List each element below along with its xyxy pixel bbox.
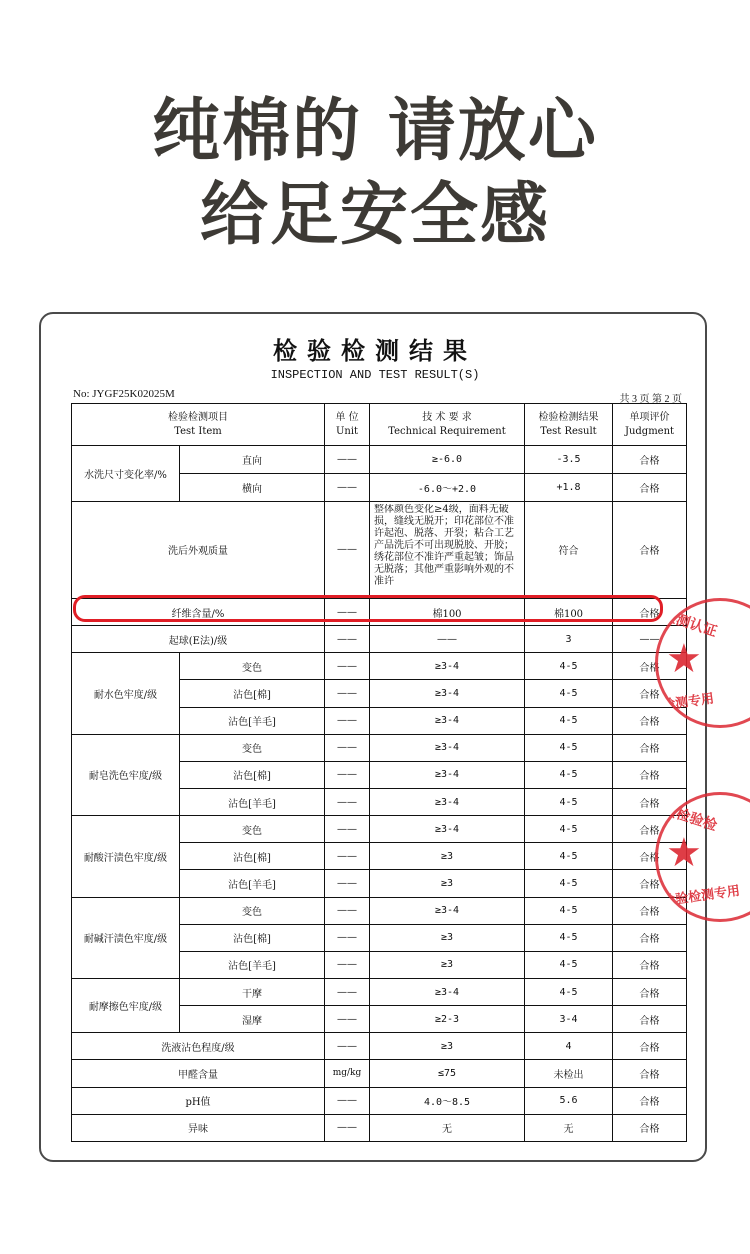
result-cell: 4-5 — [525, 978, 613, 1005]
unit-cell: —— — [325, 707, 370, 734]
headline-line-2: 给足安全感 — [199, 176, 550, 255]
group-label: 耐酸汗渍色牢度/级 — [72, 816, 180, 897]
table-row — [72, 1033, 687, 1060]
report-title: 检验检测结果 — [273, 336, 477, 365]
header-unit-en: Unit — [335, 425, 359, 437]
sub-item: 变色 — [180, 734, 325, 761]
header-item — [72, 404, 325, 446]
result-cell: 4 — [525, 1033, 613, 1060]
header-judgment — [613, 404, 687, 446]
sub-item: 沾色[羊毛] — [180, 789, 325, 816]
header-result — [525, 404, 613, 446]
sub-item: 沾色[棉] — [180, 843, 325, 870]
result-cell: 棉100 — [525, 599, 613, 626]
result-cell: 4-5 — [525, 870, 613, 897]
table-row — [72, 1087, 687, 1114]
judgment-cell: 合格 — [613, 1114, 687, 1141]
red-seal-stamp — [655, 598, 750, 728]
judgment-cell: 合格 — [613, 1087, 687, 1114]
item-label: 纤维含量/% — [72, 599, 325, 626]
inspection-table — [71, 403, 687, 1142]
judgment-cell: 合格 — [613, 816, 687, 843]
sub-item: 沾色[棉] — [180, 680, 325, 707]
judgment-cell: 合格 — [613, 924, 687, 951]
header-judge-en: Judgment — [624, 425, 675, 437]
header-unit-cn: 单 位 — [335, 411, 359, 423]
unit-cell: —— — [325, 501, 370, 599]
requirement-cell: 棉100 — [370, 599, 525, 626]
result-cell: 4-5 — [525, 924, 613, 951]
table-row — [72, 1060, 687, 1087]
result-cell: 4-5 — [525, 897, 613, 924]
sub-item: 沾色[羊毛] — [180, 870, 325, 897]
unit-cell: —— — [325, 843, 370, 870]
result-cell: 符合 — [525, 501, 613, 599]
judgment-cell: —— — [613, 626, 687, 653]
unit-cell: —— — [325, 789, 370, 816]
header-result-cn: 检验检测结果 — [538, 411, 599, 423]
judgment-cell: 合格 — [613, 446, 687, 474]
table-row — [72, 653, 687, 680]
header-requirement — [370, 404, 525, 446]
requirement-cell: ≥2-3 — [370, 1006, 525, 1033]
requirement-cell: ≥3-4 — [370, 734, 525, 761]
result-cell: 5.6 — [525, 1087, 613, 1114]
judgment-cell: 合格 — [613, 680, 687, 707]
sub-item: 直向 — [180, 446, 325, 474]
result-cell: 4-5 — [525, 761, 613, 788]
sub-item: 干摩 — [180, 978, 325, 1005]
unit-cell: —— — [325, 626, 370, 653]
unit-cell: —— — [325, 446, 370, 474]
header-judge-cn: 单项评价 — [629, 411, 670, 423]
requirement-cell: ≥3-4 — [370, 707, 525, 734]
result-cell: 4-5 — [525, 680, 613, 707]
requirement-cell: ≥3 — [370, 870, 525, 897]
requirement-cell: ≥3-4 — [370, 978, 525, 1005]
unit-cell: —— — [325, 653, 370, 680]
result-cell: 4-5 — [525, 653, 613, 680]
result-cell: 4-5 — [525, 707, 613, 734]
table-row — [72, 626, 687, 653]
requirement-cell: ≥3-4 — [370, 680, 525, 707]
requirement-cell: ≥-6.0 — [370, 446, 525, 474]
group-label: 水洗尺寸变化率/% — [72, 446, 180, 501]
appearance-requirement-text: 整体颜色变化≥4级，面料无破损，缝线无脱开；印花部位不准许起泡、脱落、开裂；粘合工艺产品洗后不可出现脱胶、开胶；绣花部位不准许严重起皱；饰品无脱落；其他严重影响外观的不准许 — [374, 503, 514, 587]
group-label: 耐皂洗色牢度/级 — [72, 734, 180, 815]
header-unit — [325, 404, 370, 446]
requirement-cell: ≥3-4 — [370, 897, 525, 924]
stamp-top-text: 检测认证 — [660, 607, 719, 641]
judgment-cell: 合格 — [613, 1033, 687, 1060]
requirement-cell: ≥3-4 — [370, 816, 525, 843]
report-page-indicator: 共 3 页 第 2 页 — [619, 394, 682, 405]
unit-cell: mg/kg — [325, 1060, 370, 1087]
headline-line-1: 纯棉的 请放心 — [152, 92, 598, 171]
red-seal-stamp — [655, 792, 750, 922]
sub-item: 变色 — [180, 816, 325, 843]
requirement-cell: ≥3-4 — [370, 789, 525, 816]
table-row — [72, 978, 687, 1005]
judgment-cell: 合格 — [613, 1006, 687, 1033]
table-row — [72, 897, 687, 924]
unit-cell: —— — [325, 1033, 370, 1060]
unit-cell: —— — [325, 734, 370, 761]
result-cell: 无 — [525, 1114, 613, 1141]
item-label: 甲醛含量 — [72, 1060, 325, 1087]
unit-cell: —— — [325, 761, 370, 788]
header-req-en: Technical Requirement — [388, 425, 506, 437]
header-item-cn: 检验检测项目 — [168, 411, 228, 423]
unit-cell: —— — [325, 924, 370, 951]
unit-cell: —— — [325, 978, 370, 1005]
table-row — [72, 816, 687, 843]
item-label: 洗液沾色程度/级 — [72, 1033, 325, 1060]
sub-item: 变色 — [180, 653, 325, 680]
result-cell: +1.8 — [525, 474, 613, 501]
requirement-cell: ≥3 — [370, 843, 525, 870]
result-cell: 3 — [525, 626, 613, 653]
result-cell: 4-5 — [525, 789, 613, 816]
requirement-cell: ≥3 — [370, 1033, 525, 1060]
sub-item: 沾色[羊毛] — [180, 951, 325, 978]
judgment-cell: 合格 — [613, 707, 687, 734]
star-icon: ★ — [666, 830, 702, 876]
requirement-cell: ≥3-4 — [370, 761, 525, 788]
result-cell: 3-4 — [525, 1006, 613, 1033]
table-row — [72, 1114, 687, 1141]
sub-item: 湿摩 — [180, 1006, 325, 1033]
unit-cell: —— — [325, 1114, 370, 1141]
requirement-cell: ≥3 — [370, 951, 525, 978]
group-label: 耐摩擦色牢度/级 — [72, 978, 180, 1032]
result-cell: 未检出 — [525, 1060, 613, 1087]
requirement-cell: -6.0～+2.0 — [370, 474, 525, 501]
header-req-cn: 技 术 要 求 — [422, 411, 472, 423]
unit-cell: —— — [325, 897, 370, 924]
item-label: 洗后外观质量 — [72, 501, 325, 599]
judgment-cell: 合格 — [613, 951, 687, 978]
result-cell: 4-5 — [525, 843, 613, 870]
judgment-cell: 合格 — [613, 870, 687, 897]
unit-cell: —— — [325, 951, 370, 978]
group-label: 耐碱汗渍色牢度/级 — [72, 897, 180, 978]
unit-cell: —— — [325, 1006, 370, 1033]
unit-cell: —— — [325, 474, 370, 501]
item-label: pH值 — [72, 1087, 325, 1114]
unit-cell: —— — [325, 680, 370, 707]
sub-item: 横向 — [180, 474, 325, 501]
judgment-cell: 合格 — [613, 1060, 687, 1087]
judgment-cell: 合格 — [613, 789, 687, 816]
sub-item: 变色 — [180, 897, 325, 924]
fiber-content-highlight — [73, 595, 663, 622]
judgment-cell: 合格 — [613, 474, 687, 501]
report-number: No: JYGF25K02025M — [73, 388, 175, 400]
stamp-bottom-text: 检测专用 — [661, 691, 716, 714]
sub-item: 沾色[羊毛] — [180, 707, 325, 734]
result-cell: 4-5 — [525, 816, 613, 843]
judgment-cell: 合格 — [613, 599, 687, 626]
stamp-top-text: 质检验检 — [660, 801, 719, 835]
table-row — [72, 734, 687, 761]
requirement-cell: 4.0～8.5 — [370, 1087, 525, 1114]
group-label: 耐水色牢度/级 — [72, 653, 180, 734]
requirement-cell: ≥3-4 — [370, 653, 525, 680]
sub-item: 沾色[棉] — [180, 924, 325, 951]
judgment-cell: 合格 — [613, 978, 687, 1005]
judgment-cell: 合格 — [613, 501, 687, 599]
judgment-cell: 合格 — [613, 653, 687, 680]
result-cell: -3.5 — [525, 446, 613, 474]
judgment-cell: 合格 — [613, 843, 687, 870]
table-header-row — [72, 404, 687, 446]
table-row — [72, 501, 687, 599]
table-row — [72, 446, 687, 474]
unit-cell: —— — [325, 1087, 370, 1114]
unit-cell: —— — [325, 816, 370, 843]
requirement-cell: ≥3 — [370, 924, 525, 951]
stamp-bottom-text: 检验检测专用 — [661, 883, 741, 910]
sub-item: 沾色[棉] — [180, 761, 325, 788]
judgment-cell: 合格 — [613, 897, 687, 924]
requirement-cell: —— — [370, 626, 525, 653]
result-cell: 4-5 — [525, 951, 613, 978]
star-icon: ★ — [666, 636, 702, 682]
result-cell: 4-5 — [525, 734, 613, 761]
requirement-cell: ≤75 — [370, 1060, 525, 1087]
requirement-cell: 无 — [370, 1114, 525, 1141]
header-item-en: Test Item — [174, 425, 222, 437]
header-result-en: Test Result — [540, 425, 597, 437]
item-label: 起球(E法)/级 — [72, 626, 325, 653]
item-label: 异味 — [72, 1114, 325, 1141]
unit-cell: —— — [325, 870, 370, 897]
judgment-cell: 合格 — [613, 761, 687, 788]
requirement-cell — [370, 501, 525, 599]
report-subtitle: INSPECTION AND TEST RESULT(S) — [270, 368, 480, 382]
unit-cell: —— — [325, 599, 370, 626]
judgment-cell: 合格 — [613, 734, 687, 761]
